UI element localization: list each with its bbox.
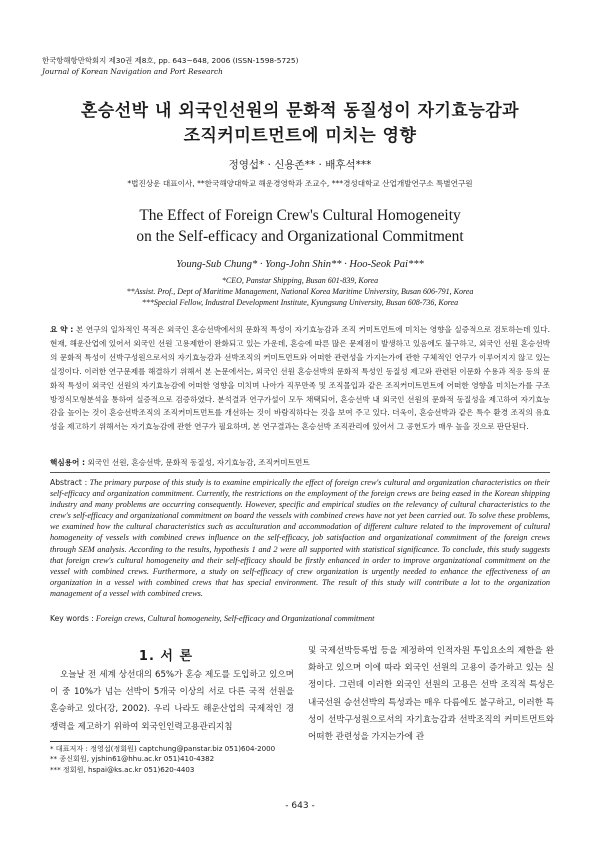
section-heading: 1. 서 론 [138,649,194,664]
korean-affiliations: *법진상운 대표이사, **한국해양대학교 해운경영학과 조교수, ***경성대학교 산업개발연구소 특별연구원 [127,179,473,188]
affiliation-1: *CEO, Panstar Shipping, Busan 601-839, Korea [221,276,379,285]
english-abstract-text: The primary purpose of this study is to examine empirically the effect of foreign crew's cultural and organization characteristics on their self-efficacy and organization commitment. Currently, the restrictions on the employment of the foreign crews are being eased in the Korean shipping industry and many problems are occurring consequently. However, specific and empirical studies on the relevancy of cultural characteristics to the crew's self-efficacy and organizational commitment on board the vessels with combined crews have not yet been carried out. To solve these problems, we examined how the cultural characteristics such as acculturation and accommodation of different culture related to the improvement of cultural homogeneity of vessels with combined crews influence on the self-efficacy, job satisfaction and organizational commitment of the foreign crews through SEM analysis. According to the results, hypothesis 1 and 2 were all supported with statistical significance. To conclude, this study suggests that foreign crew's cultural homogeneity and their self-efficacy should be firstly enhanced in order to improve organizational commitment on the vessel with combined crews. Furthermore, a study on self-efficacy of crew organization is urgently needed to enhance the effectiveness of an organization in a vessel with combined crews that has special environment. The result of this study will contribute a lot to the organization management of a vessel with combined crews. [50,478,551,598]
english-title-line-1: The Effect of Foreign Crew's Cultural Homogeneity [139,207,461,224]
abstract-divider [50,472,550,473]
footnote-1: * 대표저자 : 정영섭(정회원) captchung@panstar.biz 051)604-2000 [50,744,276,753]
english-abstract-label: Abstract : [50,478,88,487]
korean-abstract-label: 요 약 : [50,325,74,334]
journal-header-english: Journal of Korean Navigation and Port Research [42,67,223,76]
english-abstract [50,477,550,599]
footnote-2: ** 종신회원, yjshin61@hhu.ac.kr 051)410-4382 [50,754,215,764]
korean-abstract [50,323,550,434]
korean-keywords-label: 핵심용어 : [50,458,86,467]
korean-keywords [50,457,550,468]
korean-keywords-text: 외국인 선원, 혼승선박, 문화적 동질성, 자기효능감, 조직커미트먼트 [87,458,310,467]
korean-title-line-2: 조직커미트먼트에 미치는 영향 [183,126,417,146]
english-keywords-text: Foreign crews, Cultural homogeneity, Self-efficacy and Organizational commitment [95,614,375,623]
journal-header: 한국항해항만학회지 제30권 제8호, pp. 643~648, 2006 (ISSN-1598-5725) [42,56,299,65]
korean-abstract-text: 본 연구의 일차적인 목적은 외국인 혼승선박에서의 문화적 특성이 자기효능감과 조직 커미트먼트에 미치는 영향을 실증적으로 검토하는데 있다. 현재, 해운산업에 있어서 외국인 선원 고용제한이 완화되고 있는 가운데, 혼승에 따른 많은 문제점이 발생하고 있음에도 불구하고, 외국인 선원 혼승선박의 문화적 특성이 선박구성원으로서의 자기효능감과 선박조직의 커미트먼트와 어떠한 관련성을 가지는가에 관한 구체적인 연구가 이루어지지 않고 있는 실정이다. 이러한 연구문제를 해결하기 위해서 본 논문에서는, 외국인 선원 혼승선박의 문화적 특성인 동질성 제고와 관련된 이문화 수용과 적응 등의 문화적 특성이 외국인 선원의 자기효능감에 어떠한 영향을 미치며 나아가 직무만족 및 조직몰입과 같은 조직커미트먼트에 어떠한 영향을 미치는가를 구조방정식모형분석을 통하여 실증적으로 검증하였다. 분석결과 연구가설이 모두 채택되어, 혼승선박 내 외국인 선원의 문화적 동질성을 제고하여 자기효능감을 높이는 것이 혼승선박조직의 조직커미트먼트를 개선하는 것이 바람직하다는 것을 보여 주고 있다. 더욱이, 혼승선박과 같은 특수 환경 조직의 유효성을 제고하기 위해서는 자기효능감에 관한 연구가 필요하며, 본 연구결과는 혼승선박 조직관리에 있어서 그 공헌도가 매우 높을 것으로 판단된다. [50,325,550,432]
english-title-line-2: on the Self-efficacy and Organizational Commitment [136,228,464,245]
english-affiliations [70,276,530,308]
affiliation-3: ***Special Fellow, Industral Development Institute, Kyungsung University, Busan 608-736, Korea [141,297,459,307]
korean-authors: 정영섭* · 신용존** · 배후석*** [228,159,372,171]
body-left-column: 오늘날 전 세계 상선대의 65%가 혼승 제도를 도입하고 있으며 이 중 10%가 넘는 선박이 5개국 이상의 서로 다른 국적 선원을 혼승하고 있다(강, 2002). 우리 나라도 해운산업의 국제적인 경쟁력을 제고하기 위하여 외국인인력고용관리지침 [50,670,294,732]
body-right-column: 및 국제선박등록법 등을 제정하여 인적자원 투입요소의 제한을 완화하고 있으며 이에 따라 외국인 선원의 고용이 증가하고 있는 실정이다. 그런데 이러한 외국인 선원의 고용은 선박 조직적 특성은 내국선원 승선선박의 특성과는 매우 다름에도 불구하고, 이러한 특성이 선박구성원으로서의 자기효능감과 선박조직의 커미트먼트와 어떠한 관련성을 가지는가에 관 [308,646,554,743]
footnote-3: *** 정회원, hspai@ks.ac.kr 051)620-4403 [50,764,195,774]
page-number: - 643 - [285,801,315,811]
footnotes [50,744,300,775]
footnote-divider [50,741,140,742]
affiliation-2: **Assist. Prof., Dept of Maritime Management, National Korea Maritime University, Busan 606-791, Korea [126,286,474,296]
korean-title-line-1: 혼승선박 내 외국인선원의 문화적 동질성이 자기효능감과 [80,101,520,121]
english-keywords [50,614,550,623]
english-authors: Young-Sub Chung* · Yong-John Shin** · Hoo-Seok Pai*** [176,259,424,270]
english-keywords-label: Key words : [50,614,94,623]
